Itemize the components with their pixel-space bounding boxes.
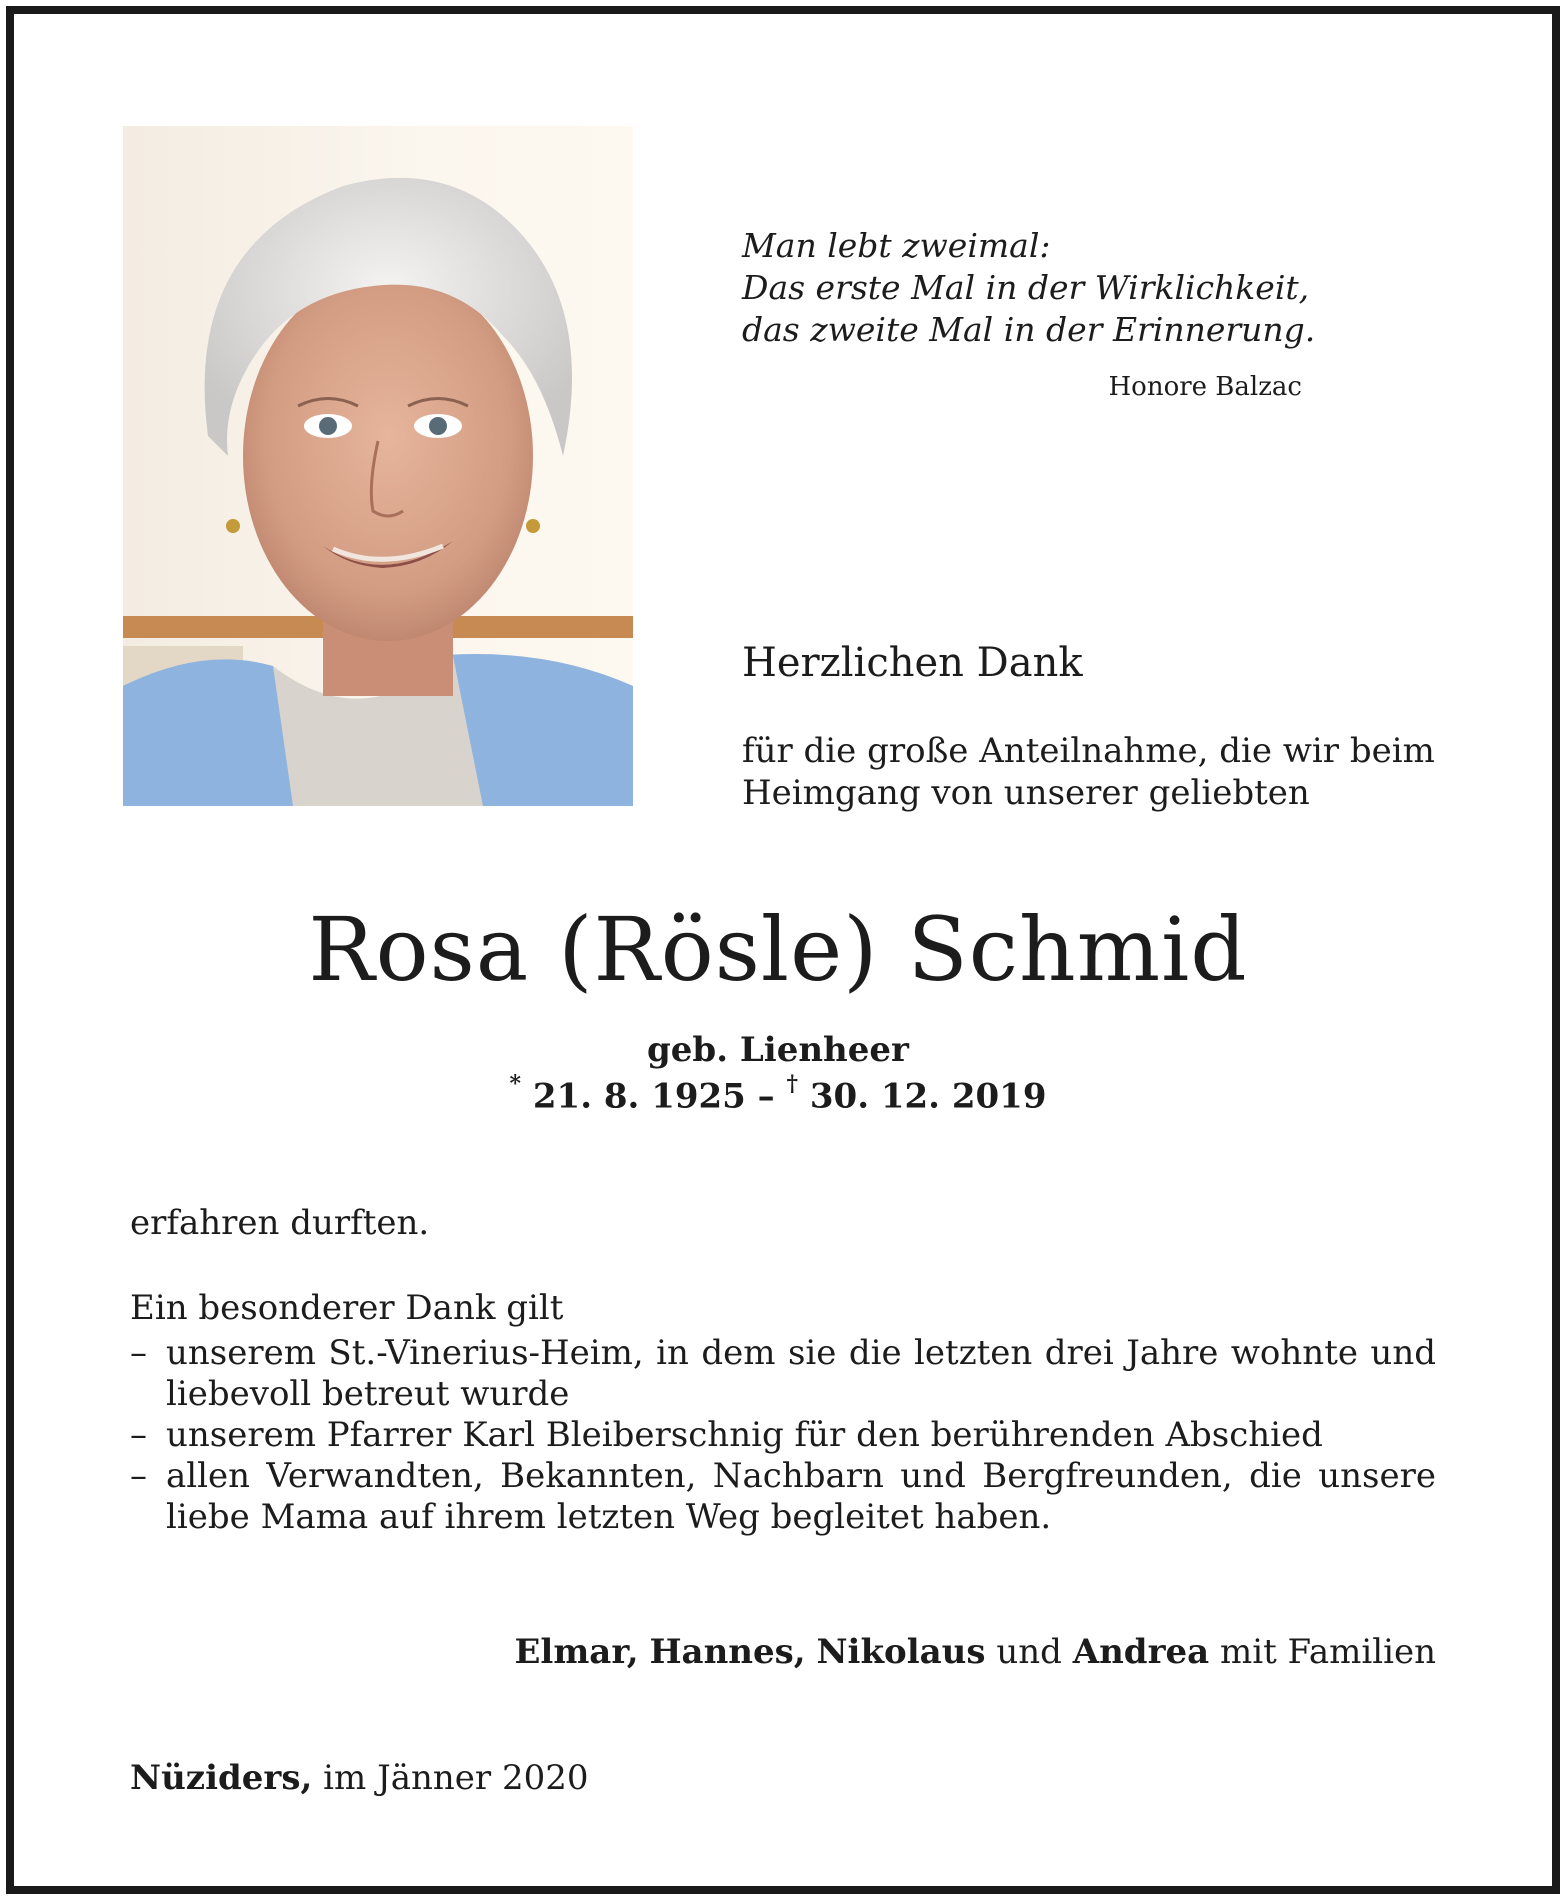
place-date (130, 1758, 588, 1798)
family-signature (500, 1632, 1436, 1672)
quote-line: Das erste Mal in der Wirklichkeit, (742, 268, 1310, 307)
signer-name: Hannes, (649, 1632, 806, 1672)
quote-line: das zweite Mal in der Erinnerung. (742, 310, 1316, 349)
birth-date: 21. 8. 1925 (532, 1076, 746, 1117)
maiden-name: geb. Lienheer (647, 1030, 909, 1070)
portrait-photo (123, 126, 633, 806)
death-date: 30. 12. 2019 (809, 1076, 1047, 1117)
deceased-name: Rosa (Rösle) Schmid (308, 898, 1248, 1001)
special-thanks-heading: Ein besonderer Dank gilt (130, 1288, 564, 1328)
signer-name: Andrea (1072, 1632, 1210, 1672)
signature-suffix: mit Familien (1219, 1632, 1436, 1672)
list-item (130, 1333, 1436, 1415)
list-item-text: unserem Pfarrer Karl Bleiberschnig für den berührenden Abschied (166, 1415, 1323, 1455)
list-item-text: allen Verwandten, Bekannten, Nachbarn und Bergfreunden, die unsere liebe Mama auf ihrem letzten Weg begleitet haben. (166, 1456, 1436, 1537)
life-dates (0, 1071, 1556, 1117)
quote-author: Honore Balzac (1108, 372, 1302, 402)
place-name: Nüziders, (130, 1758, 313, 1798)
memorial-quote (742, 225, 1316, 351)
date-separator: – (745, 1076, 787, 1117)
list-item (130, 1456, 1436, 1538)
notice-date: im Jänner 2020 (323, 1758, 589, 1798)
quote-line: Man lebt zweimal: (742, 226, 1051, 265)
list-dash: – (130, 1333, 147, 1373)
thanks-list (130, 1333, 1436, 1538)
thanks-intro (742, 730, 1435, 814)
learned-text: erfahren durften. (130, 1203, 430, 1243)
intro-line: für die große Anteilnahme, die wir beim (742, 731, 1435, 771)
signer-name: Elmar, (514, 1632, 639, 1672)
list-item (130, 1415, 1436, 1456)
intro-line: Heimgang von unserer geliebten (742, 773, 1310, 813)
thanks-heading: Herzlichen Dank (742, 640, 1083, 686)
birth-symbol: * (509, 1071, 522, 1097)
signer-name: Nikolaus (816, 1632, 986, 1672)
list-item-text: unserem St.-Vinerius-Heim, in dem sie die letzten drei Jahre wohnte und liebevoll betreut wurde (166, 1333, 1436, 1414)
list-dash: – (130, 1415, 147, 1455)
death-symbol: † (786, 1071, 799, 1097)
signature-joiner: und (996, 1632, 1062, 1672)
list-dash: – (130, 1456, 147, 1496)
